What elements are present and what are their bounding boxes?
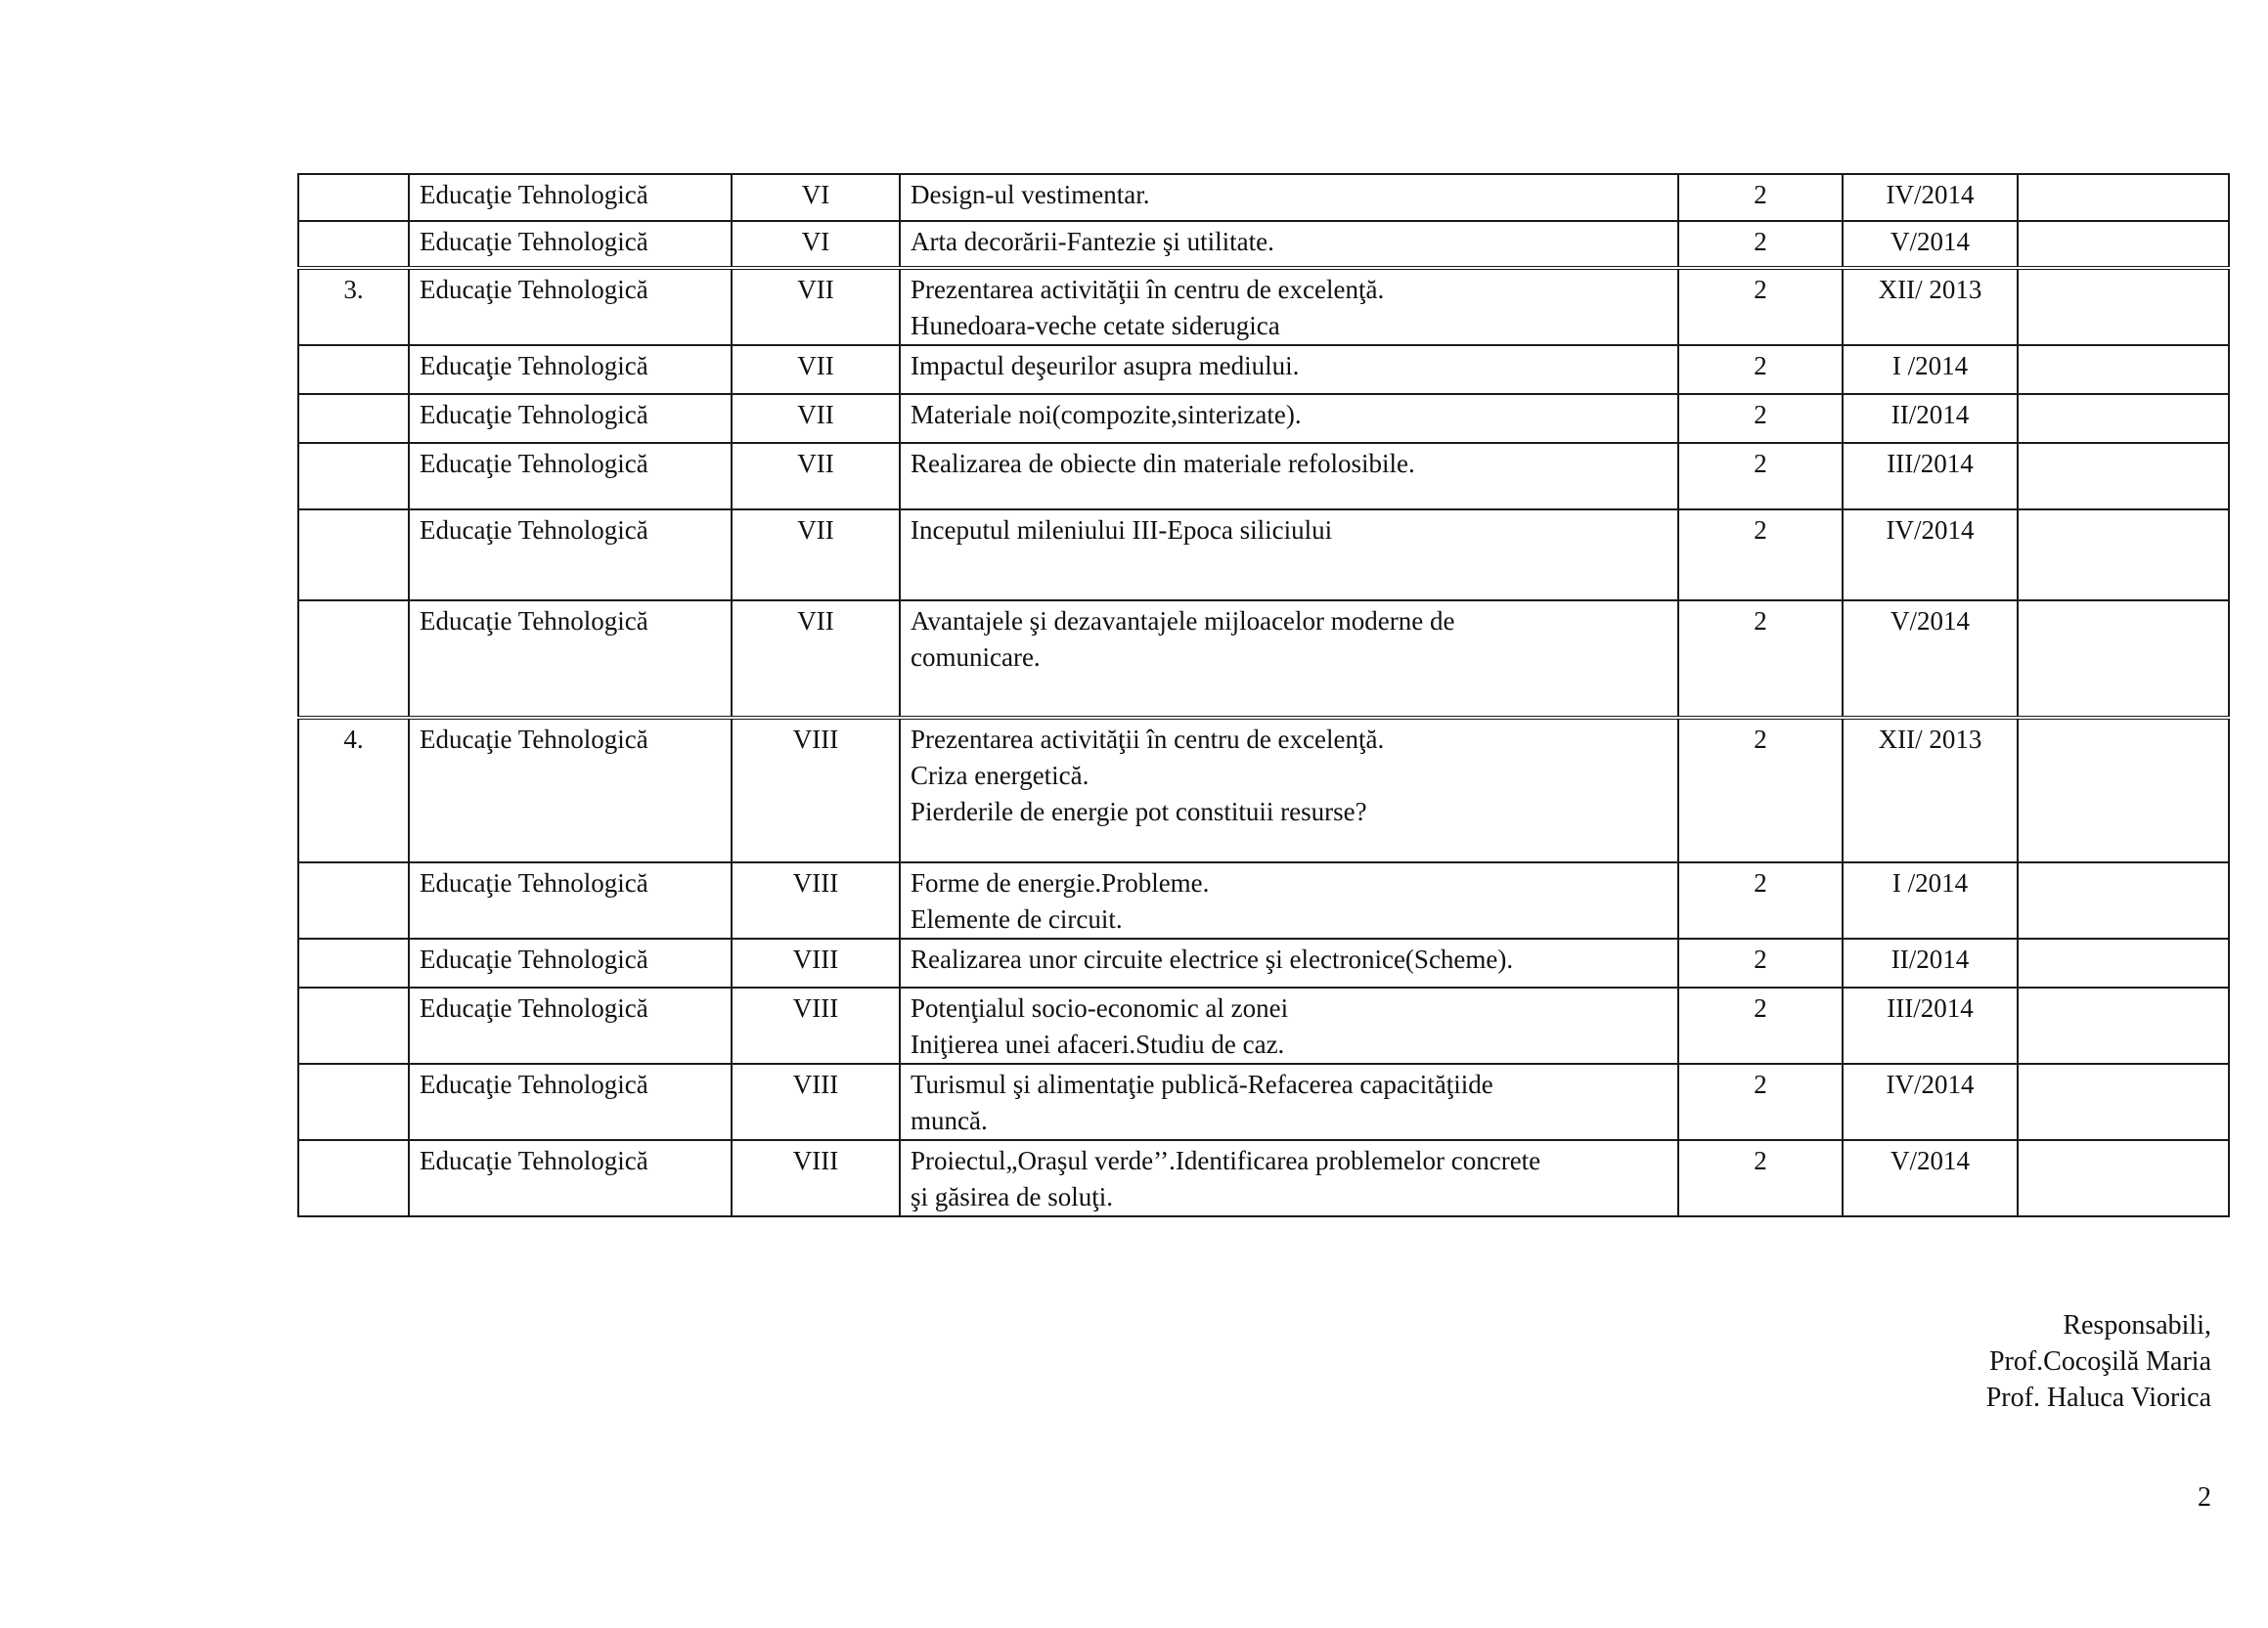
table-row: [298, 174, 2229, 221]
cell-observations: [2018, 1140, 2229, 1216]
cell-observations: [2018, 988, 2229, 1064]
cell-nr: [298, 443, 409, 509]
cell-observations: [2018, 718, 2229, 862]
cell-date: XII/ 2013: [1843, 718, 2018, 862]
cell-hours: 2: [1678, 443, 1843, 509]
table-row: [298, 862, 2229, 939]
cell-date: I /2014: [1843, 345, 2018, 394]
cell-observations: [2018, 268, 2229, 345]
cell-hours: 2: [1678, 394, 1843, 443]
cell-observations: [2018, 345, 2229, 394]
cell-observations: [2018, 221, 2229, 268]
cell-topic: [900, 345, 1678, 394]
page-number: 2: [2198, 1482, 2211, 1513]
cell-topic: [900, 1140, 1678, 1216]
cell-hours: 2: [1678, 718, 1843, 862]
topic-line: Forme de energie.Probleme.: [911, 868, 1210, 898]
cell-date: IV/2014: [1843, 509, 2018, 600]
cell-nr: [298, 509, 409, 600]
cell-observations: [2018, 1064, 2229, 1140]
cell-class: VIII: [732, 1064, 900, 1140]
cell-date: II/2014: [1843, 394, 2018, 443]
cell-class: VII: [732, 394, 900, 443]
cell-nr: [298, 1064, 409, 1140]
cell-class: VIII: [732, 1140, 900, 1216]
cell-nr: [298, 221, 409, 268]
topic-line: Prezentarea activităţii în centru de excelenţă.: [911, 275, 1385, 304]
cell-subject: Educaţie Tehnologică: [409, 1064, 732, 1140]
cell-date: I /2014: [1843, 862, 2018, 939]
cell-topic: [900, 939, 1678, 988]
cell-topic: [900, 988, 1678, 1064]
table-body: [298, 174, 2229, 1216]
cell-nr: [298, 394, 409, 443]
cell-topic: [900, 221, 1678, 268]
cell-class: VII: [732, 509, 900, 600]
cell-topic: [900, 600, 1678, 718]
topic-line: Impactul deşeurilor asupra mediului.: [911, 351, 1300, 380]
signature-name-1: Prof.Cocoşilă Maria: [1988, 1346, 2211, 1377]
topic-line: Materiale noi(compozite,sinterizate).: [911, 400, 1302, 429]
cell-subject: Educaţie Tehnologică: [409, 394, 732, 443]
cell-observations: [2018, 443, 2229, 509]
cell-topic: [900, 443, 1678, 509]
signature-name-2: Prof. Haluca Viorica: [1985, 1383, 2211, 1413]
table-row: [298, 988, 2229, 1064]
table-row: [298, 268, 2229, 345]
cell-topic: [900, 268, 1678, 345]
cell-topic: [900, 394, 1678, 443]
cell-hours: 2: [1678, 1140, 1843, 1216]
table-row: [298, 221, 2229, 268]
topic-line: şi găsirea de soluţi.: [911, 1182, 1113, 1211]
signature-label: Responsabili,: [2063, 1310, 2211, 1341]
cell-topic: [900, 718, 1678, 862]
cell-hours: 2: [1678, 221, 1843, 268]
topic-line: Hunedoara-veche cetate siderugica: [911, 311, 1280, 340]
cell-subject: Educaţie Tehnologică: [409, 345, 732, 394]
table-row: [298, 443, 2229, 509]
topic-line: Turismul şi alimentaţie publică-Refacerea capacităţiide: [911, 1070, 1493, 1099]
cell-nr: [298, 174, 409, 221]
cell-nr: [298, 939, 409, 988]
schedule-table: [297, 173, 2230, 1217]
cell-observations: [2018, 174, 2229, 221]
cell-hours: 2: [1678, 509, 1843, 600]
cell-subject: Educaţie Tehnologică: [409, 221, 732, 268]
cell-topic: [900, 174, 1678, 221]
table-row: [298, 345, 2229, 394]
table-row: [298, 939, 2229, 988]
cell-subject: Educaţie Tehnologică: [409, 988, 732, 1064]
cell-observations: [2018, 939, 2229, 988]
cell-hours: 2: [1678, 174, 1843, 221]
topic-line: Proiectul„Oraşul verde’’.Identificarea problemelor concrete: [911, 1146, 1541, 1175]
table-row: [298, 1064, 2229, 1140]
topic-line: muncă.: [911, 1106, 988, 1135]
cell-hours: 2: [1678, 345, 1843, 394]
topic-line: Realizarea unor circuite electrice şi electronice(Scheme).: [911, 945, 1514, 974]
cell-nr: [298, 988, 409, 1064]
cell-nr: 3.: [298, 268, 409, 345]
cell-subject: Educaţie Tehnologică: [409, 718, 732, 862]
cell-date: V/2014: [1843, 1140, 2018, 1216]
cell-nr: [298, 1140, 409, 1216]
table-row: [298, 394, 2229, 443]
cell-class: VIII: [732, 988, 900, 1064]
table-row: [298, 1140, 2229, 1216]
topic-line: comunicare.: [911, 642, 1041, 672]
cell-class: VII: [732, 600, 900, 718]
cell-date: III/2014: [1843, 443, 2018, 509]
cell-date: III/2014: [1843, 988, 2018, 1064]
cell-hours: 2: [1678, 939, 1843, 988]
cell-nr: [298, 862, 409, 939]
cell-class: VII: [732, 345, 900, 394]
cell-subject: Educaţie Tehnologică: [409, 939, 732, 988]
cell-date: V/2014: [1843, 600, 2018, 718]
cell-subject: Educaţie Tehnologică: [409, 862, 732, 939]
topic-line: Elemente de circuit.: [911, 904, 1123, 934]
topic-line: Realizarea de obiecte din materiale refolosibile.: [911, 449, 1415, 478]
table-row: [298, 600, 2229, 718]
cell-class: VI: [732, 221, 900, 268]
topic-line: Potenţialul socio-economic al zonei: [911, 993, 1289, 1023]
cell-observations: [2018, 862, 2229, 939]
cell-subject: Educaţie Tehnologică: [409, 443, 732, 509]
cell-date: V/2014: [1843, 221, 2018, 268]
table-row: [298, 718, 2229, 862]
topic-line: Prezentarea activităţii în centru de excelenţă.: [911, 725, 1385, 754]
cell-hours: 2: [1678, 1064, 1843, 1140]
cell-topic: [900, 509, 1678, 600]
topic-line: Arta decorării-Fantezie şi utilitate.: [911, 227, 1274, 256]
table-row: [298, 509, 2229, 600]
cell-class: VII: [732, 268, 900, 345]
cell-date: II/2014: [1843, 939, 2018, 988]
cell-hours: 2: [1678, 268, 1843, 345]
topic-line: Inceputul mileniului III-Epoca siliciului: [911, 515, 1333, 545]
cell-subject: Educaţie Tehnologică: [409, 600, 732, 718]
cell-subject: Educaţie Tehnologică: [409, 268, 732, 345]
cell-class: VIII: [732, 862, 900, 939]
topic-line: Iniţierea unei afaceri.Studiu de caz.: [911, 1030, 1285, 1059]
cell-class: VIII: [732, 718, 900, 862]
cell-topic: [900, 1064, 1678, 1140]
cell-nr: [298, 345, 409, 394]
cell-subject: Educaţie Tehnologică: [409, 174, 732, 221]
cell-hours: 2: [1678, 988, 1843, 1064]
cell-date: XII/ 2013: [1843, 268, 2018, 345]
topic-line: Criza energetică.: [911, 761, 1090, 790]
signature-block: [1986, 1307, 2211, 1416]
cell-date: IV/2014: [1843, 1064, 2018, 1140]
cell-topic: [900, 862, 1678, 939]
cell-class: VII: [732, 443, 900, 509]
cell-date: IV/2014: [1843, 174, 2018, 221]
topic-line: Avantajele şi dezavantajele mijloacelor moderne de: [911, 606, 1455, 636]
cell-subject: Educaţie Tehnologică: [409, 509, 732, 600]
topic-line: Pierderile de energie pot constituii resurse?: [911, 797, 1367, 826]
cell-class: VIII: [732, 939, 900, 988]
cell-hours: 2: [1678, 600, 1843, 718]
cell-nr: [298, 600, 409, 718]
cell-class: VI: [732, 174, 900, 221]
topic-line: Design-ul vestimentar.: [911, 180, 1150, 209]
cell-nr: 4.: [298, 718, 409, 862]
cell-subject: Educaţie Tehnologică: [409, 1140, 732, 1216]
cell-hours: 2: [1678, 862, 1843, 939]
cell-observations: [2018, 600, 2229, 718]
cell-observations: [2018, 509, 2229, 600]
cell-observations: [2018, 394, 2229, 443]
